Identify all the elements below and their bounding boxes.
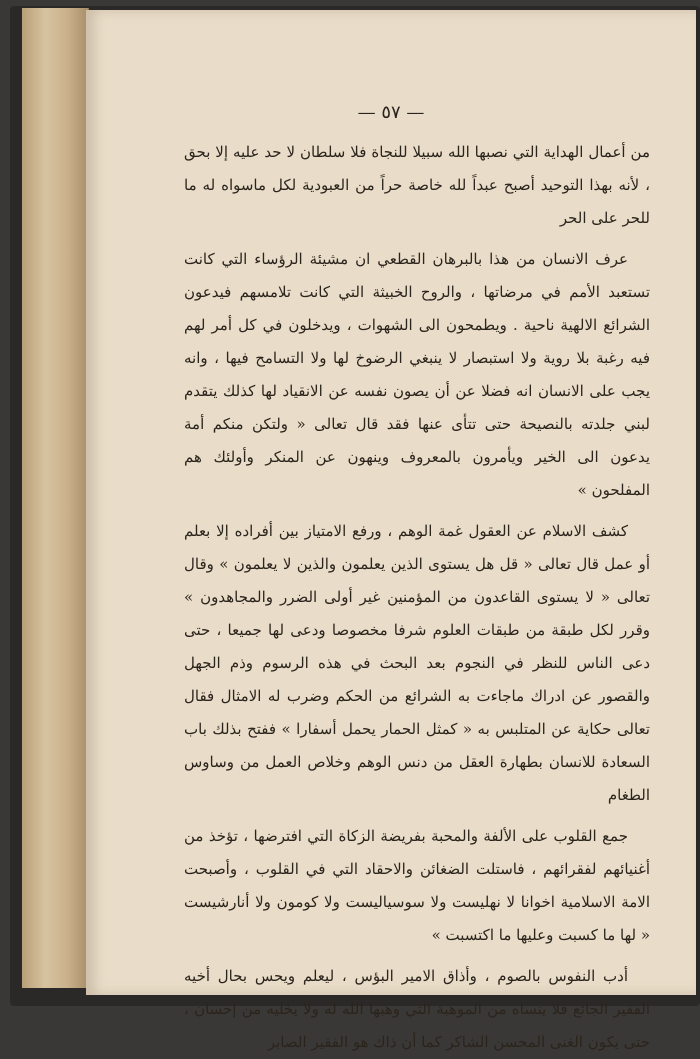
paragraph: جمع القلوب على الألفة والمحبة بفريضة الزكاة التي افترضها ، تؤخذ من أغنيائهم لفقرائهم ، فاستلت الضغائن والاحقاد التي في القلوب ، وأصبحت الامة الاسلامية اخوانا لا نهليست ولا سوسياليست ولا كومون ولا أنارشيست « لها ما كسبت وعليها ما اكتسبت » <box>184 827 650 944</box>
page-number: — ٥٧ — <box>357 102 425 123</box>
page-text <box>184 136 650 1059</box>
paragraph: عرف الانسان من هذا بالبرهان القطعي ان مشيئة الرؤساء التي كانت تستعبد الأمم في مرضاتها ، والروح الخبيثة التي كانت تلامسهم فيدعون الشرائع الالهية ناحية . ويطمحون الى الشهوات ، ويدخلون في كل أمر لهم فيه رغبة بلا روية ولا استبصار لا ينبغي الرضوخ لها ولا التسامح فيها ، وانه يجب على الانسان انه فضلا عن أن يصون نفسه عن الانقياد لها كذلك يتقدم لبني جلدته بالنصيحة حتى تتأى عنها فقد قال تعالى « ولتكن منكم أمة يدعون الى الخير ويأمرون بالمعروف وينهون عن المنكر وأولئك هم المفلحون » <box>184 250 651 499</box>
paragraph: كشف الاسلام عن العقول غمة الوهم ، ورفع الامتياز بين أفراده إلا بعلم أو عمل قال تعالى « قل هل يستوى الذين يعلمون والذين لا يعلمون » وقال تعالى « لا يستوى القاعدون من المؤمنين غير أولى الضرر والمجاهدون » وقرر لكل طبقة من طبقات العلوم شرفا مخصوصا ودعى لها جميعا ، حتى دعى الناس للنظر في النجوم بعد البحث في هذه الرسوم وذم الجهل والقصور عن ادراك ماجاءت به الشرائع من الحكم وضرب له الامثال فقال تعالى حكاية عن المتلبس به « كمثل الحمار يحمل أسفارا » ففتح بذلك باب السعادة للانسان بطهارة العقل من دنس الوهم وخلاص العمل من وساوس الطغام <box>184 522 650 804</box>
paragraph: من أعمال الهداية التي نصبها الله سبيلا للنجاة فلا سلطان لا حد عليه إلا بحق ، لأنه بهذا التوحيد أصبح عبداً لله خاصة حراً من العبودية لكل ماسواه له ما للحر على الحر <box>184 143 650 227</box>
page-edges <box>22 8 89 988</box>
paragraph: أدب النفوس بالصوم ، وأذاق الامير البؤس ، ليعلم ويحس بحال أخيه الفقير الجائع فلا ينساه من الموهبة التي وهبها الله له ولا يخليه من إحسان ، حتى يكون الغنى المحسن الشاكر كما أن ذاك هو الفقير الصابر <box>184 967 650 1051</box>
book-page <box>86 10 696 1051</box>
